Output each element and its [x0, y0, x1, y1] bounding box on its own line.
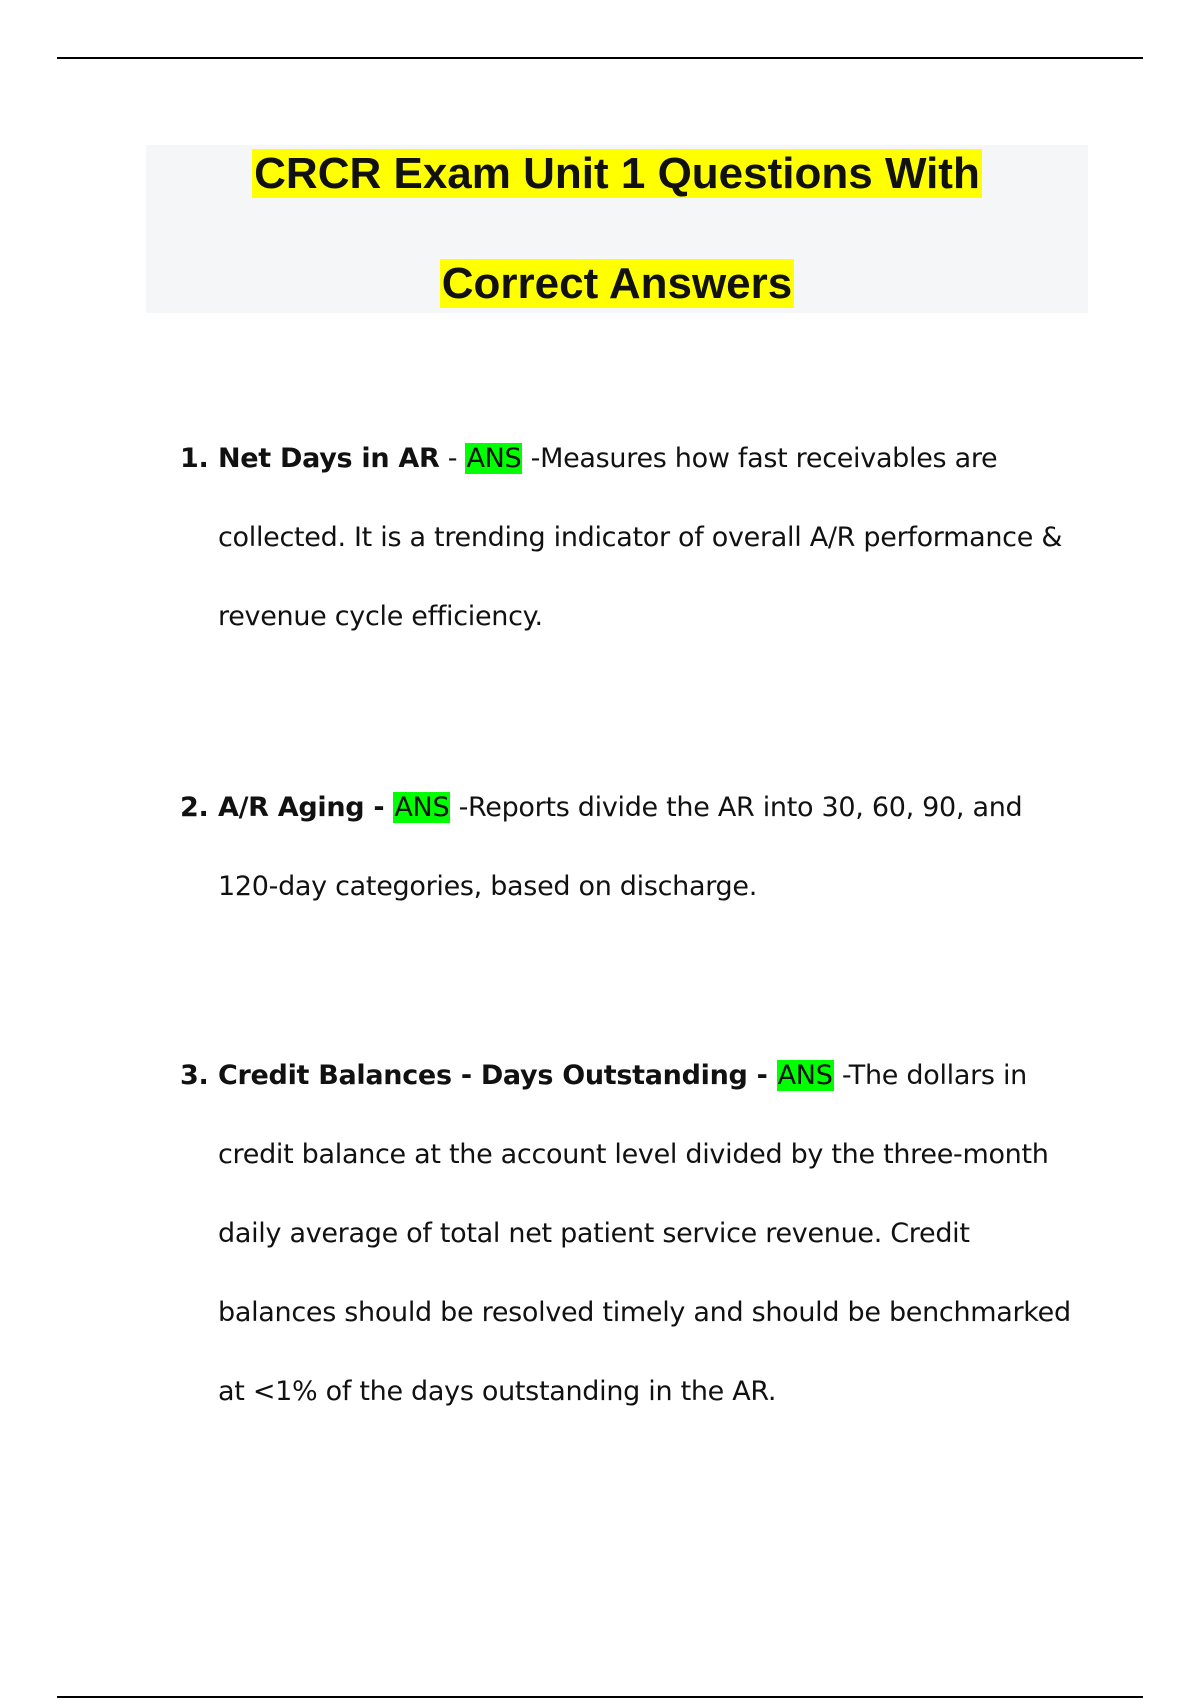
question-term: Credit Balances - Days Outstanding -	[218, 1060, 777, 1091]
title-text-1: CRCR Exam Unit 1 Questions With	[254, 149, 980, 198]
ans-highlight: ANS	[777, 1060, 833, 1091]
ans-highlight: ANS	[466, 443, 522, 474]
qa-item-2	[180, 768, 1080, 926]
qa-item-3	[180, 1036, 1080, 1431]
document-title-line-2	[146, 256, 1088, 312]
answer-text: -Reports divide the AR into 30, 60, 90, and 120-day categories, based on discharge.	[218, 792, 1023, 902]
answer-text: -Measures how fast receivables are collected. It is a trending indicator of overall A/R performance & revenue cycle efficiency.	[218, 443, 1063, 632]
ans-highlight: ANS	[394, 792, 450, 823]
question-term: Net Days in AR	[218, 443, 440, 474]
footer-rule	[57, 1696, 1143, 1698]
term-separator: -	[439, 443, 466, 474]
document-title-line-1	[146, 146, 1088, 202]
item-number: 1.	[180, 443, 209, 474]
title-text-2: Correct Answers	[441, 259, 793, 308]
header-rule	[57, 57, 1143, 59]
question-term: A/R Aging -	[218, 792, 394, 823]
qa-item-1	[180, 419, 1080, 656]
item-number: 3.	[180, 1060, 209, 1091]
answer-text: -The dollars in credit balance at the account level divided by the three-month daily average of total net patient service revenue. Credit balances should be resolved timely and should be benchmarked at <1% of the days outstanding in the AR.	[218, 1060, 1071, 1407]
item-number: 2.	[180, 792, 209, 823]
